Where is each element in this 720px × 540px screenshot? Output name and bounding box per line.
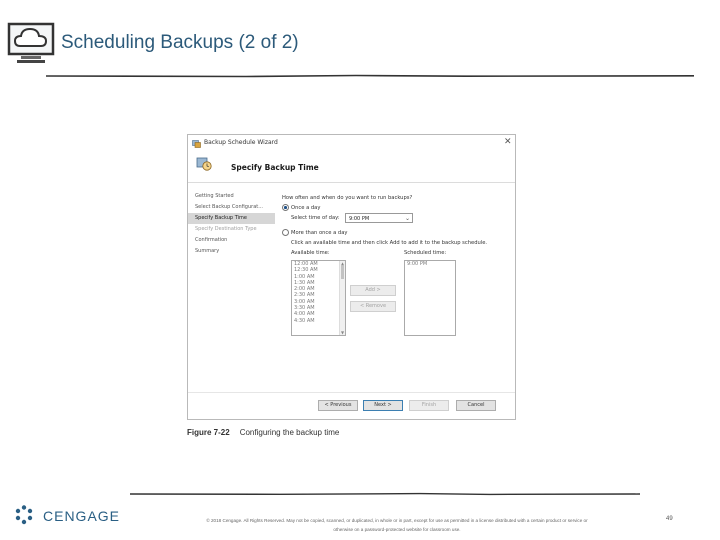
available-time-items	[292, 261, 345, 324]
scroll-up-icon[interactable]: ▲	[340, 261, 345, 266]
list-item[interactable]: 4:30 AM	[294, 317, 315, 324]
step-specify-backup-time[interactable]: Specify Backup Time	[188, 213, 275, 224]
finish-button[interactable]: Finish	[409, 400, 449, 411]
schedule-instruction: Click an available time and then click Add to add it to the backup schedule.	[291, 240, 488, 246]
frequency-question: How often and when do you want to run backups?	[282, 195, 413, 201]
step-select-configuration[interactable]: Select Backup Configurat...	[195, 204, 263, 210]
cengage-logo-icon	[14, 505, 34, 525]
title-underline	[46, 72, 694, 80]
wizard-app-icon	[192, 139, 201, 148]
chevron-down-icon: ⌄	[404, 214, 410, 222]
close-icon[interactable]: ✕	[504, 137, 512, 147]
previous-button[interactable]: < Previous	[318, 400, 358, 411]
available-time-scrollbar[interactable]	[339, 261, 345, 335]
list-item[interactable]: 3:30 AM	[294, 305, 315, 312]
once-a-day-label: Once a day	[291, 205, 321, 211]
list-item[interactable]: 1:00 AM	[294, 273, 315, 280]
copyright-line-2: otherwise on a password-protected website for classroom use.	[333, 527, 461, 532]
list-item[interactable]: 4:00 AM	[294, 311, 315, 318]
list-item[interactable]: 3:00 AM	[294, 298, 315, 305]
step-specify-destination-type: Specify Destination Type	[195, 226, 257, 232]
step-getting-started[interactable]: Getting Started	[195, 193, 234, 199]
page-number: 49	[666, 516, 673, 522]
scheduled-time-label: Scheduled time:	[404, 250, 447, 256]
wizard-steps	[188, 191, 275, 257]
slide-title: Scheduling Backups (2 of 2)	[61, 32, 299, 53]
next-button[interactable]: Next >	[363, 400, 403, 411]
backup-schedule-wizard	[187, 134, 516, 420]
step-confirmation: Confirmation	[195, 237, 228, 243]
remove-button[interactable]: < Remove	[350, 301, 396, 312]
figure-caption-text: Configuring the backup time	[239, 428, 340, 437]
list-item[interactable]: 12:00 AM	[294, 261, 318, 267]
list-item[interactable]: 1:30 AM	[294, 279, 315, 286]
step-summary: Summary	[195, 248, 220, 254]
list-item[interactable]: 12:30 AM	[294, 267, 318, 274]
scheduled-time-list[interactable]	[404, 260, 456, 336]
more-than-once-radio[interactable]	[282, 229, 289, 236]
list-item[interactable]: 2:00 AM	[294, 286, 315, 293]
header-divider	[188, 182, 515, 183]
scroll-down-icon[interactable]: ▼	[340, 330, 345, 335]
wizard-heading: Specify Backup Time	[231, 163, 319, 172]
copyright-line-1: © 2018 Cengage. All Rights Reserved. May not be copied, scanned, or duplicated, in whole or in part, except for use as permitted in a license distributed with a certain product or service or	[206, 518, 588, 523]
list-item[interactable]: 9:00 PM	[407, 261, 428, 267]
available-time-list[interactable]	[291, 260, 346, 336]
add-button[interactable]: Add >	[350, 285, 396, 296]
available-time-label: Available time:	[291, 250, 330, 256]
more-than-once-label: More than once a day	[291, 230, 348, 236]
figure-caption	[187, 428, 339, 437]
footer-rule	[130, 491, 640, 497]
once-a-day-radio[interactable]	[282, 204, 289, 211]
window-title: Backup Schedule Wizard	[204, 139, 278, 146]
scroll-thumb[interactable]	[341, 266, 344, 279]
time-of-day-select[interactable]	[345, 213, 413, 223]
copyright-notice	[142, 516, 652, 534]
cloud-monitor-icon	[6, 18, 56, 68]
footer-divider	[188, 392, 515, 393]
brand-name: CENGAGE	[43, 508, 121, 524]
time-of-day-value: 9:00 PM	[349, 215, 370, 222]
backup-clock-icon	[196, 155, 212, 171]
list-item[interactable]: 2:30 AM	[294, 292, 315, 299]
cancel-button[interactable]: Cancel	[456, 400, 496, 411]
select-time-label: Select time of day:	[291, 215, 340, 221]
window-titlebar	[188, 135, 515, 152]
figure-label: Figure 7-22	[187, 428, 230, 437]
